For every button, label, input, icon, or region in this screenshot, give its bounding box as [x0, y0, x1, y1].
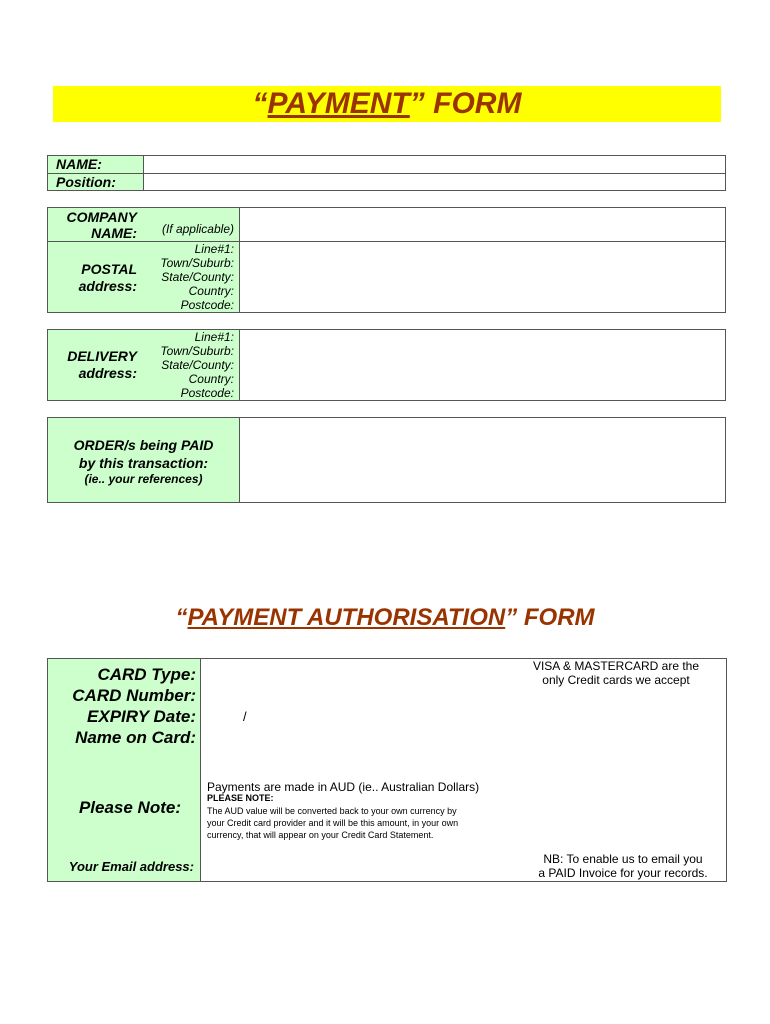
- delivery-label: [50, 348, 137, 382]
- orders-label-line1: ORDER/s being PAID: [73, 437, 214, 453]
- delivery-address-field[interactable]: [241, 331, 724, 399]
- postal-label: [50, 261, 137, 295]
- expiry-separator: /: [243, 709, 247, 724]
- delivery-field-labels: [140, 330, 234, 400]
- expiry-date-label: EXPIRY Date:: [87, 707, 196, 726]
- position-label: Position:: [56, 174, 116, 190]
- title-suffix: ” FORM: [409, 87, 522, 120]
- currency-note: [207, 805, 458, 841]
- expiry-date-field[interactable]: [203, 706, 503, 724]
- auth-title-suffix: ” FORM: [505, 604, 595, 631]
- card-type-field[interactable]: [203, 662, 503, 680]
- auth-title-main: PAYMENT AUTHORISATION: [187, 604, 506, 631]
- company-name-field[interactable]: [241, 209, 724, 240]
- accepted-cards-note: [510, 659, 722, 687]
- company-vdivider: [239, 207, 240, 313]
- postal-town-label: Town/Suburb:: [160, 256, 234, 270]
- please-note-label: Please Note:: [78, 798, 181, 817]
- postal-country-label: Country:: [188, 284, 234, 298]
- name-divider: [47, 173, 726, 174]
- currency-note-line1: The AUD value will be converted back to your own currency by: [207, 806, 457, 816]
- postal-postcode-label: Postcode:: [180, 298, 234, 312]
- orders-label-line3: (ie.. your references): [84, 472, 203, 486]
- form-title: [53, 86, 721, 122]
- currency-note-line3: currency, that will appear on your Credit Card Statement.: [207, 830, 434, 840]
- card-type-label: CARD Type:: [97, 665, 196, 684]
- postal-field-labels: [140, 242, 234, 312]
- accepted-cards-line1: VISA & MASTERCARD are the: [532, 659, 700, 673]
- delivery-postcode-label: Postcode:: [180, 386, 234, 400]
- name-on-card-field[interactable]: [203, 727, 503, 745]
- card-number-field[interactable]: [203, 685, 503, 703]
- name-label: NAME:: [56, 156, 102, 172]
- postal-address-field[interactable]: [241, 243, 724, 311]
- postal-state-label: State/County:: [161, 270, 234, 284]
- auth-open-quote: “: [175, 604, 188, 631]
- delivery-state-label: State/County:: [161, 358, 234, 372]
- delivery-town-label: Town/Suburb:: [160, 344, 234, 358]
- delivery-line1-label: Line#1:: [194, 330, 234, 344]
- title-main: PAYMENT: [267, 87, 410, 120]
- postal-line1-label: Line#1:: [194, 242, 234, 256]
- please-note-heading: PLEASE NOTE:: [207, 793, 274, 803]
- company-label: [50, 209, 137, 241]
- card-number-label: CARD Number:: [72, 686, 196, 705]
- email-note-line1: NB: To enable us to email you: [543, 852, 703, 866]
- title-open-quote: “: [252, 87, 268, 120]
- name-on-card-label: Name on Card:: [75, 728, 196, 747]
- accepted-cards-line2: only Credit cards we accept: [542, 673, 690, 687]
- orders-vdivider: [239, 417, 240, 503]
- name-field[interactable]: [145, 157, 724, 172]
- aud-note: Payments are made in AUD (ie.. Australian Dollars): [207, 780, 480, 794]
- delivery-label-line1: DELIVERY: [67, 348, 137, 364]
- delivery-label-line2: address:: [78, 365, 137, 381]
- delivery-vdivider: [239, 329, 240, 401]
- postal-label-line2: address:: [78, 278, 137, 294]
- company-label-line2: NAME:: [91, 225, 137, 241]
- company-label-line1: COMPANY: [66, 209, 137, 225]
- email-note: [520, 852, 726, 880]
- card-vdivider: [200, 658, 201, 882]
- orders-field[interactable]: [241, 419, 724, 501]
- delivery-country-label: Country:: [188, 372, 234, 386]
- postal-label-line1: POSTAL: [81, 261, 137, 277]
- position-field[interactable]: [145, 175, 724, 190]
- company-hint: (If applicable): [161, 222, 234, 236]
- orders-label: [48, 436, 239, 486]
- currency-note-line2: your Credit card provider and it will be this amount, in your own: [207, 818, 459, 828]
- authorisation-title: [0, 603, 770, 633]
- card-labels: [50, 664, 196, 748]
- name-vdivider: [143, 155, 144, 191]
- email-label: Your Email address:: [68, 859, 194, 874]
- email-field[interactable]: [203, 856, 523, 878]
- email-note-line2: a PAID Invoice for your records.: [538, 866, 708, 880]
- orders-label-line2: by this transaction:: [78, 455, 209, 471]
